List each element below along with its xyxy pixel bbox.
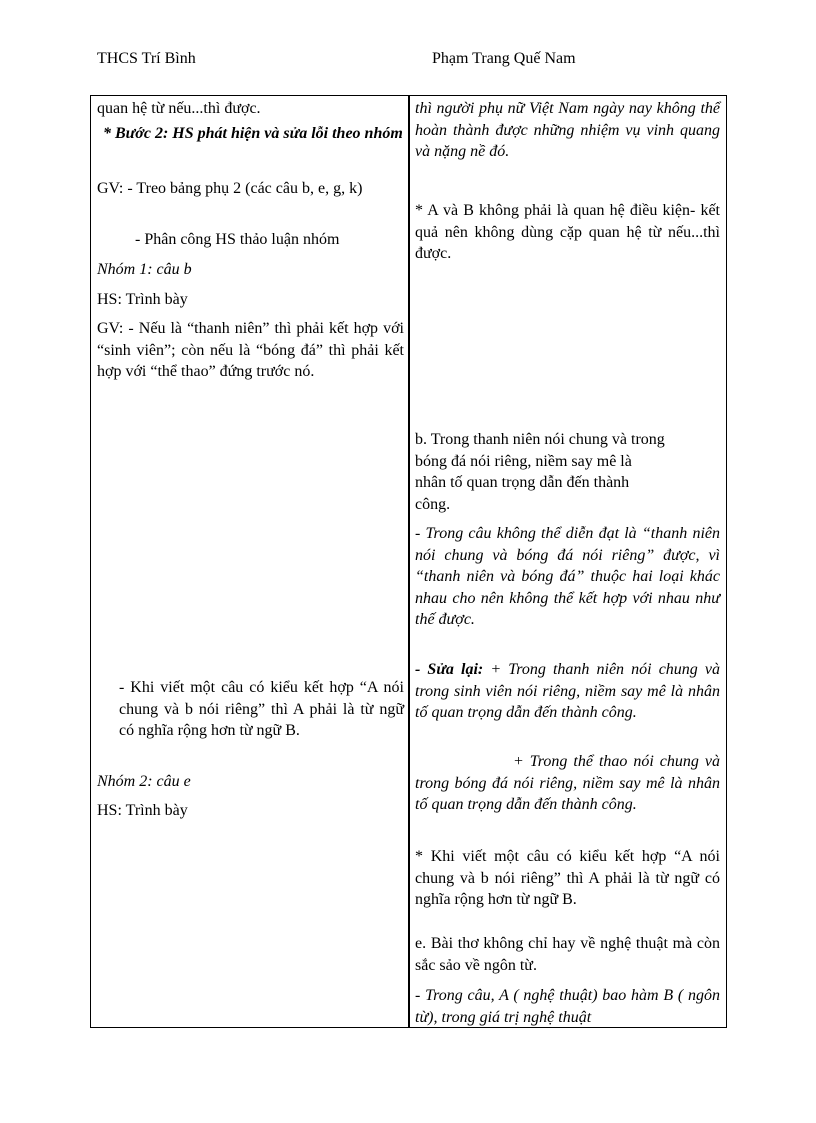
header-school: THCS Trí Bình — [97, 50, 196, 67]
right-paragraph-2: * A và B không phải là quan hệ điều kiện- kết quả nên không dùng cặp quan hệ từ nếu...thì được. — [415, 202, 720, 262]
left-paragraph-3: GV: - Treo bảng phụ 2 (các câu b, e, g, k) — [97, 180, 363, 197]
left-paragraph-10: HS: Trình bày — [97, 802, 188, 819]
left-paragraph-8: - Khi viết một câu có kiểu kết hợp “A nói chung và b nói riêng” thì A phải là từ ngữ có nghĩa rộng hơn từ ngữ B. — [119, 679, 404, 739]
student-content-column — [415, 96, 720, 1027]
correction-text: + Trong thanh niên nói chung và trong sinh viên nói riêng, niềm say mê là nhân tố quan trọng dẫn đến thành công. — [415, 661, 721, 721]
column-divider — [408, 96, 410, 1027]
right-explanation-b: - Trong câu không thể diễn đạt là “thanh niên nói chung và bóng đá nói riêng” được, vì “thanh niên và bóng đá” thuộc hai loại khác nhau cho nên không thể kết hợp với nhau như thế được. — [415, 525, 720, 628]
left-group-2-label: Nhóm 2: câu e — [97, 773, 191, 790]
left-paragraph-4: - Phân công HS thảo luận nhóm — [135, 231, 340, 248]
lesson-table — [90, 95, 727, 1028]
left-paragraph-6: HS: Trình bày — [97, 291, 188, 308]
right-correction-b-2: + Trong thể thao nói chung và trong bóng đá nói riêng, niềm say mê là nhân tố quan trọng dẫn đến thành công. — [415, 753, 720, 813]
right-explanation-e: - Trong câu, A ( nghệ thuật) bao hàm B ( ngôn từ), trong giá trị nghệ thuật — [415, 987, 720, 1026]
left-paragraph-1: quan hệ từ nếu...thì được. — [97, 100, 261, 117]
right-sentence-e: e. Bài thơ không chỉ hay về nghệ thuật mà còn sắc sảo về ngôn từ. — [415, 935, 720, 974]
left-paragraph-7: GV: - Nếu là “thanh niên” thì phải kết hợp với “sinh viên”; còn nếu là “bóng đá” thì phải kết hợp với “thể thao” đứng trước nó. — [97, 320, 404, 380]
teacher-activity-column — [97, 96, 404, 1027]
header-teacher: Phạm Trang Quế Nam — [432, 50, 576, 67]
right-correction-b — [415, 659, 720, 724]
right-sentence-b-line-2: bóng đá nói riêng, niềm say mê là — [415, 452, 632, 470]
right-sentence-b-line-3: nhân tố quan trọng dẫn đến thành — [415, 474, 630, 491]
correction-label: - Sửa lại: — [415, 661, 484, 678]
right-sentence-b — [415, 429, 720, 515]
left-group-1-label: Nhóm 1: câu b — [97, 261, 192, 278]
right-sentence-b-line-4: công. — [415, 495, 451, 513]
right-sentence-b-line-1: b. Trong thanh niên nói chung và trong — [415, 431, 665, 448]
right-paragraph-1: thì người phụ nữ Việt Nam ngày nay không thể hoàn thành được những nhiệm vụ vinh quang và nặng nề đó. — [415, 100, 720, 160]
right-rule-b: * Khi viết một câu có kiểu kết hợp “A nói chung và b nói riêng” thì A phải là từ ngữ có nghĩa rộng hơn từ ngữ B. — [415, 848, 720, 908]
left-step-2-heading: * Bước 2: HS phát hiện và sửa lỗi theo nhóm — [103, 125, 403, 142]
